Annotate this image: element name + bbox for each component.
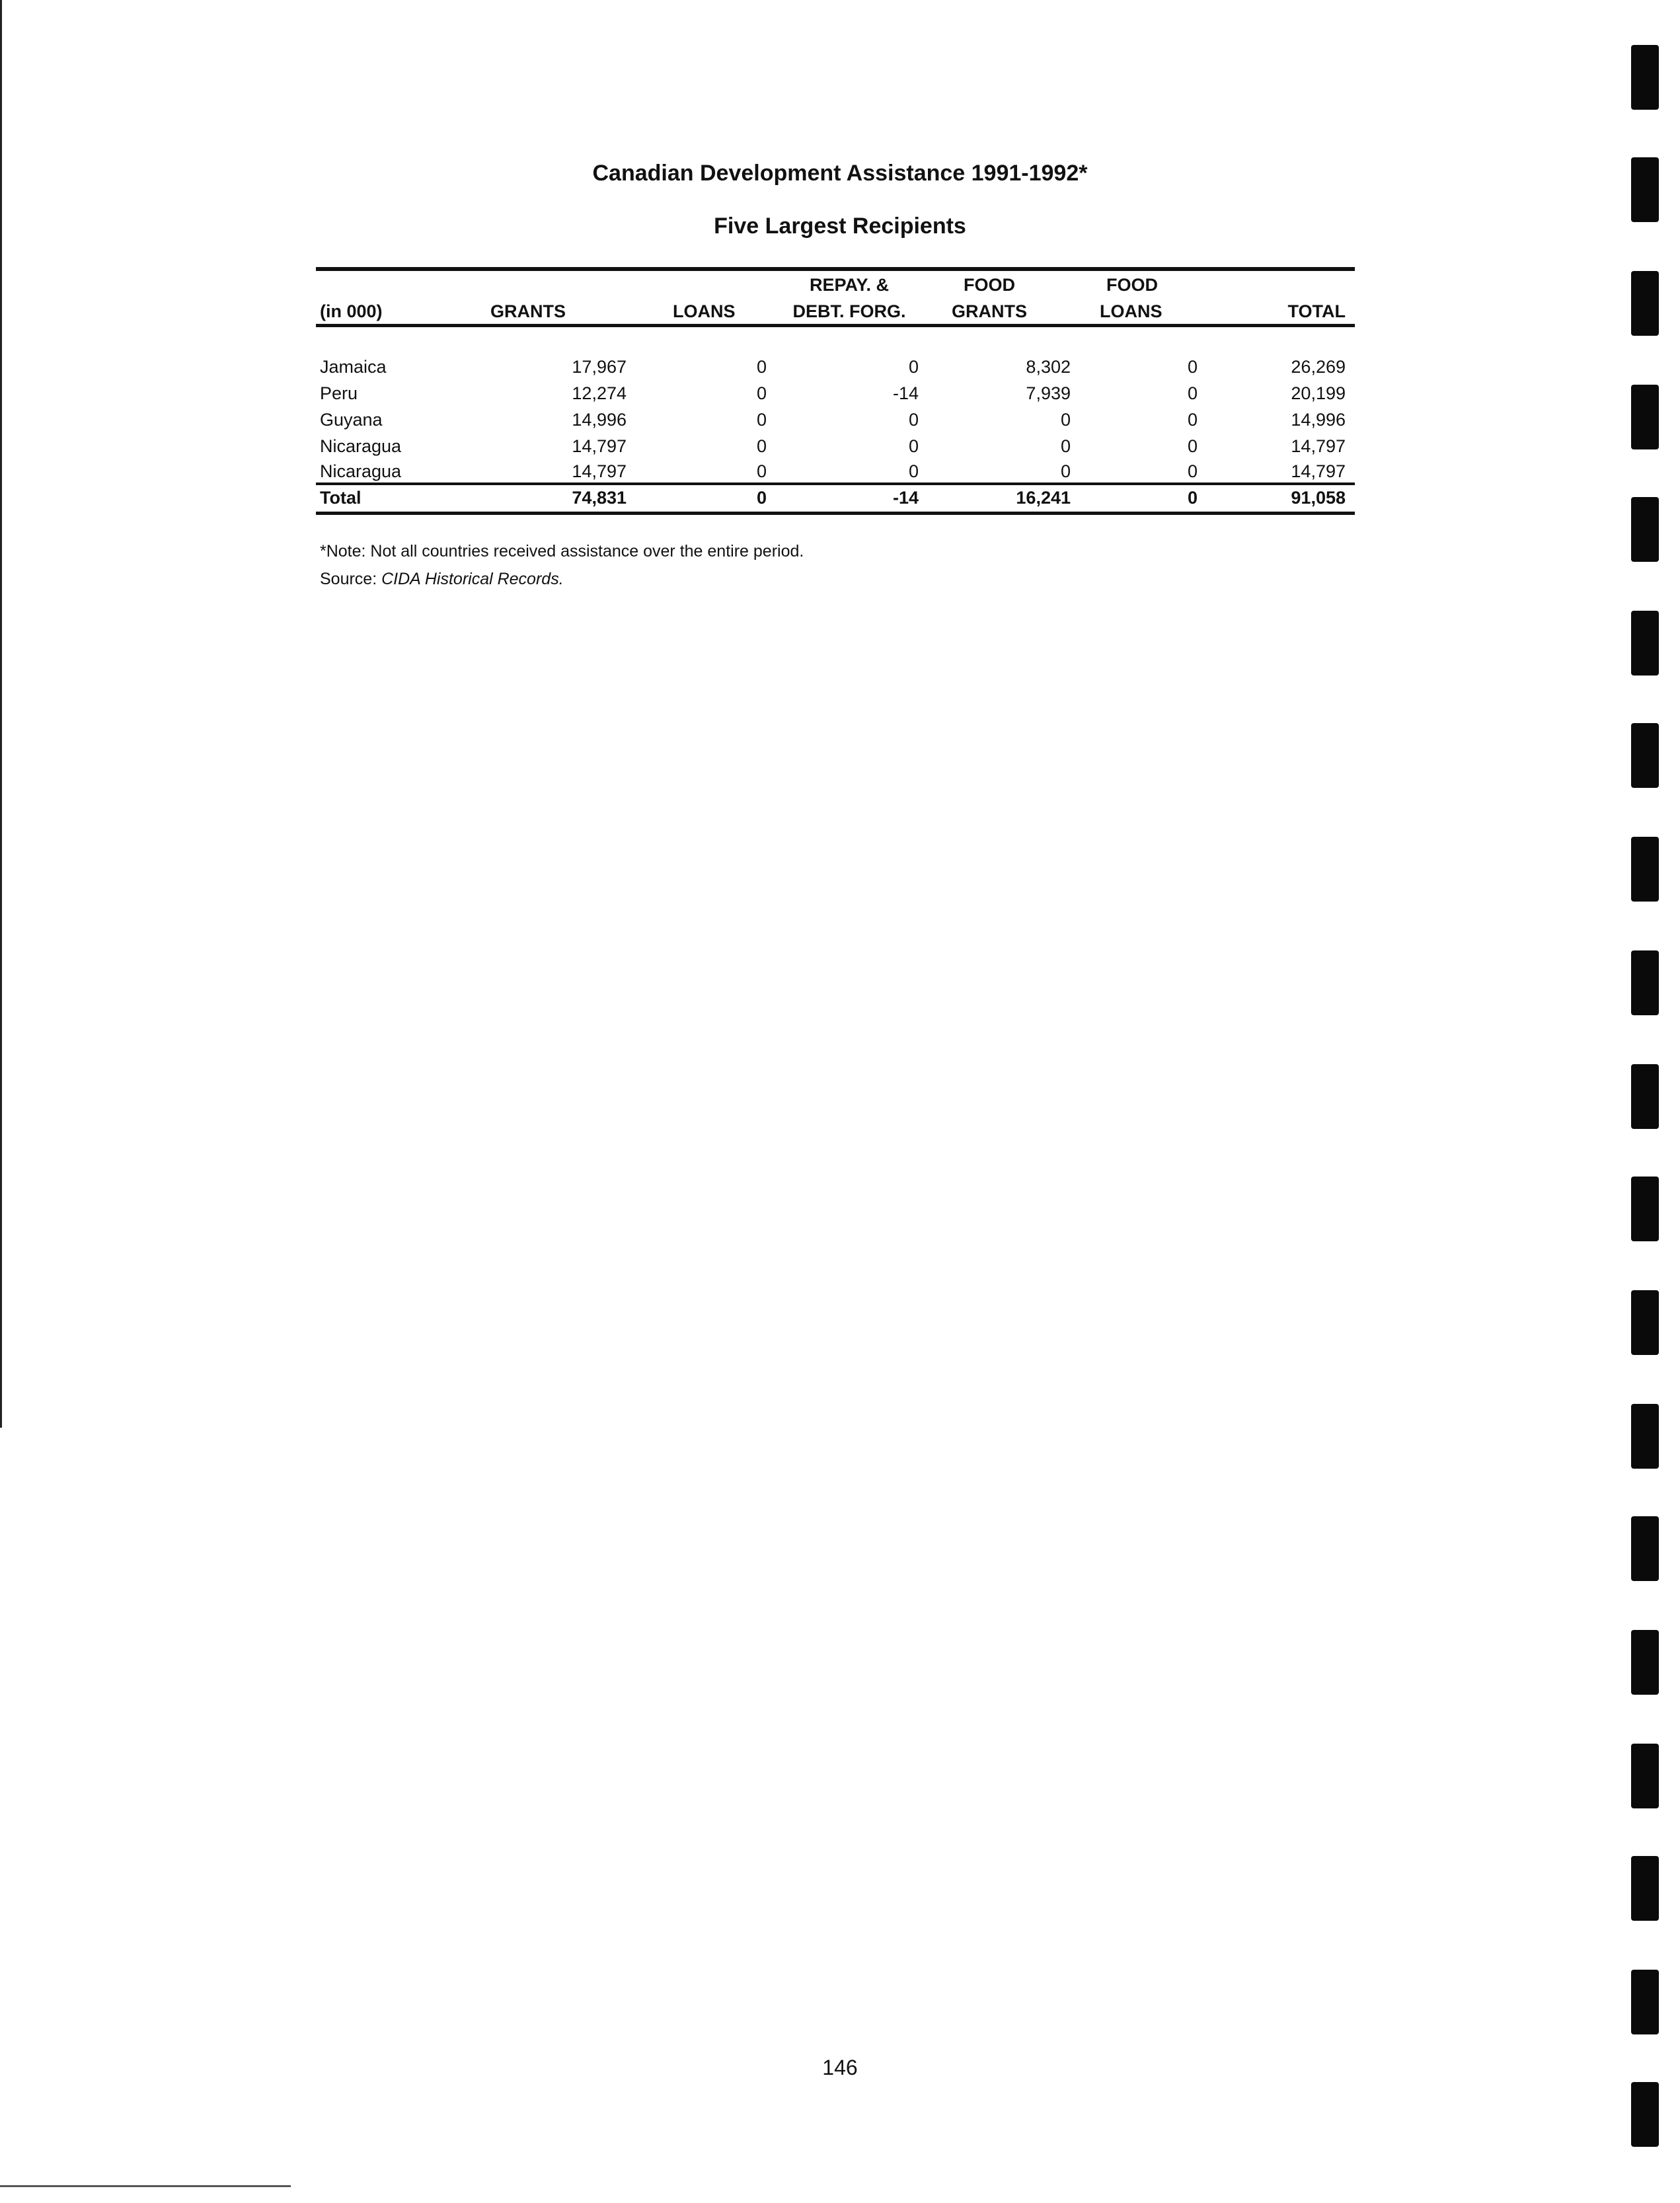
- document-title: Canadian Development Assistance 1991-1992*: [592, 161, 1088, 186]
- country-cell: Guyana: [320, 410, 383, 430]
- page-number: 146: [822, 2056, 858, 2079]
- punch-hole: [1631, 1516, 1659, 1581]
- punch-hole: [1631, 385, 1659, 449]
- total-grand: 91,058: [1291, 488, 1346, 508]
- food-grants-cell: 0: [1060, 436, 1071, 456]
- total-loans: 0: [756, 488, 767, 508]
- punch-hole: [1631, 1630, 1659, 1695]
- punch-hole: [1631, 1744, 1659, 1808]
- total-grants: 74,831: [572, 488, 627, 508]
- repay-cell: -14: [892, 383, 919, 403]
- total-label: Total: [320, 488, 362, 508]
- total-cell: 14,797: [1291, 461, 1346, 481]
- loans-cell: 0: [756, 383, 767, 403]
- total-cell: 14,996: [1291, 410, 1346, 430]
- total-food-loans: 0: [1187, 488, 1198, 508]
- header-bottom-rule: [316, 324, 1355, 327]
- country-cell: Peru: [320, 383, 358, 403]
- header-repay-line1: REPAY. &: [809, 275, 890, 295]
- punch-hole: [1631, 45, 1659, 110]
- punch-hole: [1631, 497, 1659, 562]
- food-loans-cell: 0: [1187, 410, 1198, 430]
- punch-hole: [1631, 1177, 1659, 1241]
- document-subtitle: Five Largest Recipients: [714, 213, 966, 239]
- punch-hole: [1631, 1404, 1659, 1469]
- punch-hole: [1631, 1856, 1659, 1921]
- grants-cell: 12,274: [572, 383, 627, 403]
- loans-cell: 0: [756, 410, 767, 430]
- loans-cell: 0: [756, 357, 767, 377]
- food-loans-cell: 0: [1187, 436, 1198, 456]
- food-grants-cell: 0: [1060, 410, 1071, 430]
- header-food-loans-line1: FOOD: [1106, 275, 1158, 295]
- grants-cell: 14,996: [572, 410, 627, 430]
- source-prefix: Source:: [320, 570, 382, 588]
- header-loans: LOANS: [673, 301, 736, 321]
- punch-hole: [1631, 723, 1659, 788]
- country-cell: Nicaragua: [320, 436, 402, 456]
- total-food-grants: 16,241: [1016, 488, 1071, 508]
- punch-hole: [1631, 611, 1659, 676]
- punch-hole: [1631, 1064, 1659, 1129]
- total-cell: 26,269: [1291, 357, 1346, 377]
- grants-cell: 17,967: [572, 357, 627, 377]
- header-total: TOTAL: [1287, 301, 1346, 321]
- punch-hole: [1631, 837, 1659, 902]
- food-loans-cell: 0: [1187, 461, 1198, 481]
- punch-hole: [1631, 2082, 1659, 2147]
- country-cell: Jamaica: [320, 357, 387, 377]
- punch-hole: [1631, 271, 1659, 336]
- header-grants: GRANTS: [490, 301, 566, 321]
- grants-cell: 14,797: [572, 436, 627, 456]
- food-loans-cell: 0: [1187, 383, 1198, 403]
- page-bottom-edge: [0, 2185, 291, 2187]
- table-bottom-rule: [316, 512, 1355, 515]
- total-repay: -14: [892, 488, 919, 508]
- food-loans-cell: 0: [1187, 357, 1198, 377]
- food-grants-cell: 8,302: [1026, 357, 1071, 377]
- grants-cell: 14,797: [572, 461, 627, 481]
- header-food-loans-line2: LOANS: [1100, 301, 1163, 321]
- header-unit: (in 000): [320, 301, 383, 321]
- food-grants-cell: 7,939: [1026, 383, 1071, 403]
- loans-cell: 0: [756, 461, 767, 481]
- punch-hole: [1631, 1970, 1659, 2034]
- repay-cell: 0: [908, 410, 919, 430]
- loans-cell: 0: [756, 436, 767, 456]
- punch-hole: [1631, 950, 1659, 1015]
- total-cell: 14,797: [1291, 436, 1346, 456]
- header-food-grants-line1: FOOD: [964, 275, 1015, 295]
- header-food-grants-line2: GRANTS: [952, 301, 1027, 321]
- country-cell: Nicaragua: [320, 461, 402, 481]
- repay-cell: 0: [908, 436, 919, 456]
- header-repay-line2: DEBT. FORG.: [792, 301, 906, 321]
- total-top-rule: [316, 483, 1355, 485]
- food-grants-cell: 0: [1060, 461, 1071, 481]
- punch-hole: [1631, 1290, 1659, 1355]
- table-top-rule: [316, 267, 1355, 271]
- repay-cell: 0: [908, 461, 919, 481]
- source-text: CIDA Historical Records.: [381, 570, 564, 588]
- total-cell: 20,199: [1291, 383, 1346, 403]
- repay-cell: 0: [908, 357, 919, 377]
- source-note: [320, 570, 564, 589]
- footnote: *Note: Not all countries received assistance over the entire period.: [320, 542, 804, 560]
